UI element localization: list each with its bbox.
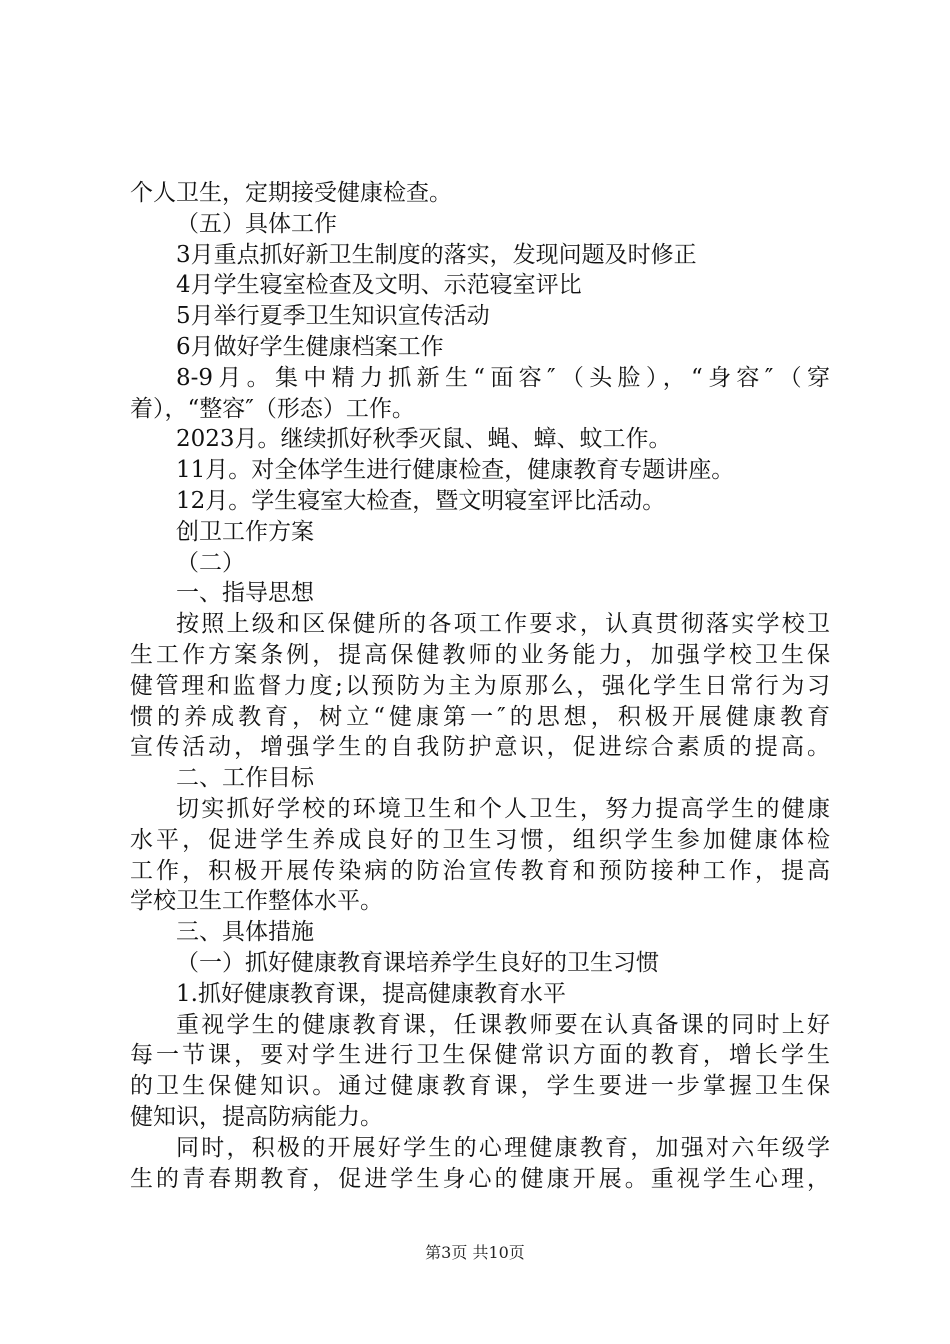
text-line: 2023月。继续抓好秋季灭鼠、蝇、蟑、蚊工作。	[176, 426, 672, 453]
text-line: （二）	[176, 549, 245, 576]
text-line: 水平，促进学生养成良好的卫生习惯，组织学生参加健康体检	[130, 826, 830, 853]
text-line: 生工作方案条例，提高保健教师的业务能力，加强学校卫生保	[130, 641, 830, 668]
text-line: （一）抓好健康教育课培养学生良好的卫生习惯	[176, 949, 659, 976]
document-body	[130, 178, 830, 1194]
text-line: 学校卫生工作整体水平。	[130, 888, 383, 915]
text-line: 同时，积极的开展好学生的心理健康教育，加强对六年级学	[176, 1134, 830, 1161]
text-line: 健管理和监督力度;以预防为主为原那么，强化学生日常行为习	[130, 672, 830, 699]
text-line: 5月举行夏季卫生知识宣传活动	[176, 303, 490, 330]
text-line: 6月做好学生健康档案工作	[176, 333, 444, 360]
text-line: 创卫工作方案	[176, 518, 314, 545]
text-line: 12月。学生寝室大检查，暨文明寝室评比活动。	[176, 487, 666, 514]
text-line: 11月。对全体学生进行健康检查，健康教育专题讲座。	[176, 457, 735, 484]
text-line: 惯的养成教育，树立“健康第一″的思想，积极开展健康教育	[130, 703, 830, 730]
text-line: 切实抓好学校的环境卫生和个人卫生，努力提高学生的健康	[176, 795, 830, 822]
text-line: 生的青春期教育，促进学生身心的健康开展。重视学生心理，	[130, 1165, 830, 1192]
text-line: 着），“整容″（形态）工作。	[130, 395, 415, 422]
text-line: 三、具体措施	[176, 919, 314, 946]
text-line: 健知识，提高防病能力。	[130, 1103, 383, 1130]
text-line: （五）具体工作	[176, 210, 337, 237]
page-footer: 第3页 共10页	[425, 1243, 525, 1262]
text-line: 的卫生保健知识。通过健康教育课，学生要进一步掌握卫生保	[130, 1073, 830, 1100]
text-line: 宣传活动，增强学生的自我防护意识，促进综合素质的提高。	[130, 734, 830, 761]
text-line: 1.抓好健康教育课，提高健康教育水平	[176, 980, 566, 1007]
text-line: 工作，积极开展传染病的防治宣传教育和预防接种工作，提高	[130, 857, 830, 884]
text-line: 一、指导思想	[176, 580, 314, 607]
text-line: 4月学生寝室检查及文明、示范寝室评比	[176, 272, 582, 299]
text-line: 按照上级和区保健所的各项工作要求，认真贯彻落实学校卫	[176, 611, 830, 638]
text-line: 3月重点抓好新卫生制度的落实，发现问题及时修正	[176, 241, 697, 268]
text-line: 二、工作目标	[176, 765, 314, 792]
text-line: 每一节课，要对学生进行卫生保健常识方面的教育，增长学生	[130, 1042, 830, 1069]
text-line: 8-9月。集中精力抓新生“面容″（头脸），“身容″（穿	[176, 364, 830, 391]
text-line: 个人卫生，定期接受健康检查。	[130, 180, 452, 206]
text-line: 重视学生的健康教育课，任课教师要在认真备课的同时上好	[176, 1011, 830, 1038]
